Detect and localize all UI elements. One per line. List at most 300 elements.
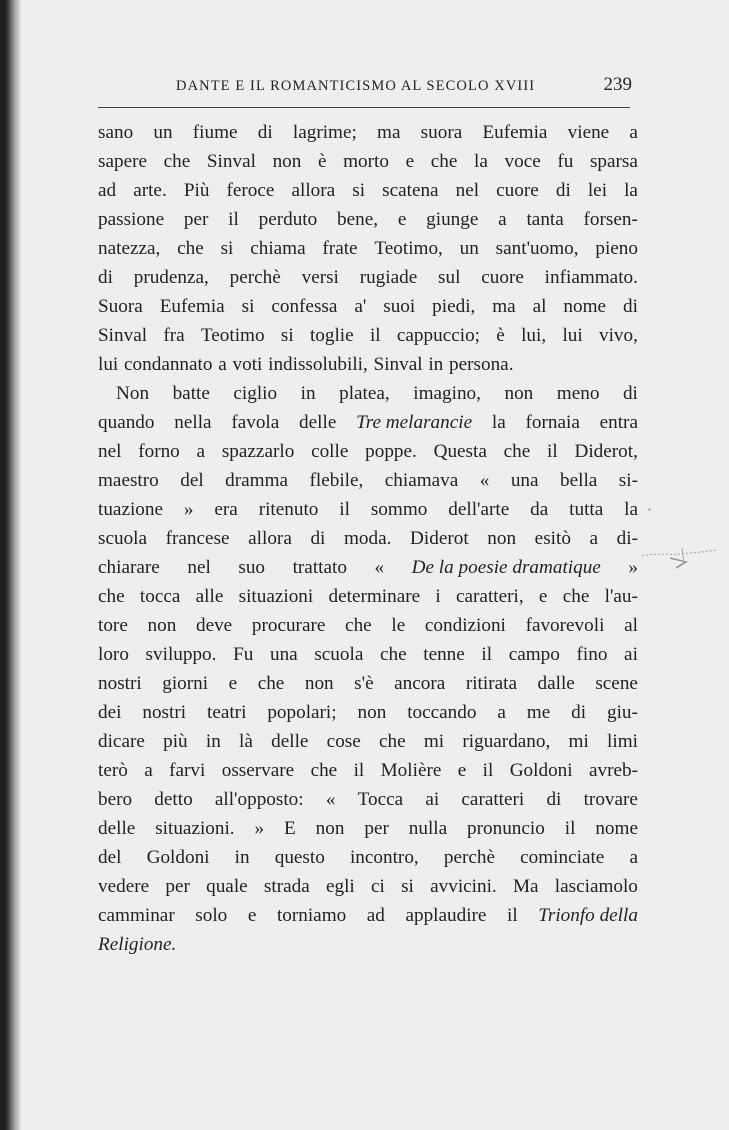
word: scuola xyxy=(98,528,148,549)
word: torniamo xyxy=(276,905,347,926)
word: Sinval xyxy=(206,151,256,172)
word: Fu xyxy=(233,644,254,665)
word: Goldoni xyxy=(509,760,573,781)
text-line xyxy=(98,176,638,205)
word: persona. xyxy=(449,354,514,375)
word: cominciate xyxy=(520,847,605,868)
word: era xyxy=(214,499,238,520)
word: ritirata xyxy=(465,673,517,694)
word: e xyxy=(538,586,548,607)
word: a xyxy=(144,760,153,781)
word: non xyxy=(504,383,534,404)
word: la xyxy=(624,499,638,520)
word: favorevoli xyxy=(525,615,605,636)
word: il xyxy=(353,760,365,781)
text-line xyxy=(98,611,638,640)
word: in xyxy=(300,383,316,404)
word: sviluppo. xyxy=(145,644,217,665)
text-line xyxy=(98,466,638,495)
word: a xyxy=(629,847,638,868)
text-line xyxy=(98,553,638,582)
word: che xyxy=(345,615,372,636)
word: osservare xyxy=(221,760,295,781)
text-line xyxy=(98,524,638,553)
text-line xyxy=(98,495,638,524)
paper-speck xyxy=(648,508,651,511)
word: non xyxy=(357,702,387,723)
word: nel xyxy=(98,441,122,462)
word: delle xyxy=(271,731,309,752)
word: che xyxy=(310,760,338,781)
word: versi xyxy=(301,267,339,288)
word: flebile, xyxy=(309,470,364,491)
word: imagino, xyxy=(413,383,481,404)
word: favola xyxy=(231,412,280,433)
word: spazzarlo xyxy=(221,441,295,462)
word: Sinval xyxy=(373,354,423,375)
text-line xyxy=(98,698,638,727)
word: di xyxy=(257,122,273,143)
word: si xyxy=(220,238,234,259)
word: allora xyxy=(248,528,292,549)
word: quando xyxy=(98,412,155,433)
book-spine-shadow xyxy=(0,0,22,1130)
word: ritenuto xyxy=(258,499,319,520)
word: si xyxy=(241,296,255,317)
word: di- xyxy=(616,528,638,549)
word: lui xyxy=(98,354,119,375)
word: ancora xyxy=(394,673,446,694)
word: tore xyxy=(98,615,128,636)
word: « xyxy=(479,470,490,491)
word: che xyxy=(562,586,590,607)
word: di xyxy=(555,180,571,201)
word: a xyxy=(498,209,507,230)
text-line xyxy=(98,321,638,350)
word: al xyxy=(532,296,547,317)
word: di xyxy=(622,383,638,404)
word: « xyxy=(325,789,336,810)
text-line xyxy=(98,727,638,756)
word: sul xyxy=(438,267,461,288)
text-line xyxy=(98,234,638,263)
word: frate xyxy=(322,238,358,259)
word: il xyxy=(507,905,518,926)
word: all'opposto: xyxy=(214,789,304,810)
word: che xyxy=(503,441,531,462)
word: chiarare xyxy=(98,557,160,578)
word: » xyxy=(183,499,194,520)
word: che xyxy=(430,151,458,172)
word: i xyxy=(435,586,441,607)
word: vivo, xyxy=(598,325,638,346)
word: sant'uomo, xyxy=(495,238,579,259)
word: batte xyxy=(172,383,210,404)
word: questo xyxy=(274,847,325,868)
word: Eufemia xyxy=(482,122,548,143)
word: lei xyxy=(587,180,608,201)
word: strada xyxy=(263,876,310,897)
word: caratteri, xyxy=(456,586,524,607)
word: Molière xyxy=(380,760,442,781)
word: ciglio xyxy=(233,383,278,404)
word: vedere xyxy=(98,876,150,897)
word: scene xyxy=(595,673,638,694)
word: trattato xyxy=(292,557,347,578)
word: giunge xyxy=(426,209,479,230)
text-line xyxy=(98,205,638,234)
word: incontro, xyxy=(349,847,419,868)
word: più xyxy=(163,731,188,752)
word: Suora xyxy=(98,296,143,317)
word: che xyxy=(177,238,204,259)
word: indissolubili, xyxy=(268,354,368,375)
word: loro xyxy=(98,644,129,665)
word: a' xyxy=(354,296,367,317)
word: ad xyxy=(366,905,385,926)
word: teatri xyxy=(206,702,247,723)
word: Tre melarancie xyxy=(356,412,473,433)
word: De la poesie dramatique xyxy=(411,557,601,578)
text-line xyxy=(98,118,638,147)
word: campo xyxy=(508,644,560,665)
text-line xyxy=(98,147,638,176)
word: egli xyxy=(325,876,355,897)
word: non xyxy=(272,151,302,172)
word: bene, xyxy=(337,209,379,230)
word: prudenza, xyxy=(133,267,209,288)
word: che xyxy=(163,151,191,172)
word: a xyxy=(629,122,638,143)
word: mi xyxy=(423,731,445,752)
word: sparsa xyxy=(589,151,638,172)
word: dalle xyxy=(537,673,575,694)
word: è xyxy=(317,151,327,172)
word: viene xyxy=(567,122,610,143)
word: Eufemia xyxy=(159,296,225,317)
header-rule xyxy=(98,107,630,108)
page-number: 239 xyxy=(603,74,632,95)
word: infiammato. xyxy=(544,267,638,288)
word: deve xyxy=(195,615,233,636)
word: limi xyxy=(607,731,638,752)
word: del xyxy=(180,470,204,491)
word: toglie xyxy=(309,325,354,346)
word: al xyxy=(624,615,638,636)
text-line xyxy=(98,408,638,437)
word: feroce xyxy=(226,180,275,201)
word: poppe. xyxy=(365,441,417,462)
text-line xyxy=(98,901,638,930)
word: non xyxy=(487,528,517,549)
word: nostri xyxy=(98,673,142,694)
word: pronuncio xyxy=(467,818,545,839)
word: nel xyxy=(187,557,211,578)
word: entra xyxy=(599,412,638,433)
word: forno xyxy=(138,441,180,462)
word: e xyxy=(228,673,238,694)
word: perchè xyxy=(229,267,281,288)
word: per xyxy=(183,209,209,230)
word: fornaia xyxy=(525,412,580,433)
word: rugiade xyxy=(359,267,418,288)
word: passione xyxy=(98,209,165,230)
word: suo xyxy=(238,557,266,578)
word: sano xyxy=(98,122,134,143)
word: cuore xyxy=(496,180,539,201)
text-line xyxy=(98,872,638,901)
word: il xyxy=(339,499,350,520)
word: nome xyxy=(595,818,638,839)
word: giu- xyxy=(607,702,638,723)
word: perduto xyxy=(258,209,318,230)
word: Teotimo, xyxy=(374,238,443,259)
word: giorni xyxy=(162,673,209,694)
word: per xyxy=(364,818,389,839)
text-line xyxy=(98,785,638,814)
word: bella xyxy=(560,470,598,491)
word: riguardano, xyxy=(462,731,551,752)
word: scuola xyxy=(314,644,364,665)
word: suora xyxy=(420,122,463,143)
word: nella xyxy=(174,412,212,433)
word: che xyxy=(257,673,285,694)
word: maestro xyxy=(98,470,159,491)
word: a xyxy=(218,354,227,375)
word: l'au- xyxy=(604,586,638,607)
word: toccando xyxy=(407,702,477,723)
word: tuazione xyxy=(98,499,163,520)
word: un xyxy=(459,238,479,259)
word: si xyxy=(352,180,366,201)
word: camminar xyxy=(98,905,175,926)
word: di xyxy=(546,789,562,810)
word: natezza, xyxy=(98,238,161,259)
word: e xyxy=(457,760,467,781)
word: sommo xyxy=(370,499,428,520)
word: bero xyxy=(98,789,133,810)
word: morto xyxy=(343,151,389,172)
text-line xyxy=(98,930,638,959)
text-line xyxy=(98,640,638,669)
word: dramma xyxy=(225,470,289,491)
word: moda. xyxy=(344,528,392,549)
word: a xyxy=(196,441,206,462)
word: il xyxy=(482,760,494,781)
word: tutta xyxy=(569,499,604,520)
word: » xyxy=(628,557,638,578)
word: che xyxy=(379,731,406,752)
word: il xyxy=(481,644,493,665)
word: ad xyxy=(98,180,117,201)
word: detto xyxy=(154,789,193,810)
word: popolari; xyxy=(267,702,337,723)
word: tocca xyxy=(139,586,181,607)
word: caratteri xyxy=(461,789,525,810)
word: di xyxy=(98,267,113,288)
word: s'è xyxy=(354,673,374,694)
word: il xyxy=(547,441,558,462)
word: si xyxy=(280,325,294,346)
word: confessa xyxy=(271,296,338,317)
word: quale xyxy=(206,876,248,897)
word: nel xyxy=(455,180,480,201)
word: per xyxy=(165,876,190,897)
word: e xyxy=(397,209,407,230)
word: lagrime; xyxy=(292,122,357,143)
word: Questa xyxy=(433,441,487,462)
word: alle xyxy=(195,586,224,607)
word: Diderot, xyxy=(574,441,638,462)
text-line xyxy=(98,669,638,698)
word: cappuccio; xyxy=(396,325,480,346)
word: tanta xyxy=(526,209,564,230)
word: a xyxy=(589,528,599,549)
word: nostri xyxy=(142,702,187,723)
word: che xyxy=(98,586,125,607)
word: Più xyxy=(183,180,210,201)
text-line xyxy=(98,350,638,379)
word: suoi xyxy=(383,296,416,317)
word: il xyxy=(369,325,381,346)
word: le xyxy=(391,615,406,636)
word: chiamava xyxy=(384,470,459,491)
word: si- xyxy=(618,470,638,491)
word: lasciamolo xyxy=(554,876,638,897)
word: allora xyxy=(291,180,336,201)
word: » xyxy=(254,818,265,839)
text-line xyxy=(98,582,638,611)
word: avreb- xyxy=(588,760,638,781)
word: meno xyxy=(556,383,600,404)
word: francese xyxy=(165,528,230,549)
word: di xyxy=(571,702,587,723)
word: cose xyxy=(326,731,361,752)
word: nulla xyxy=(408,818,448,839)
word: delle xyxy=(299,412,337,433)
margin-pencil-mark xyxy=(640,544,718,574)
word: situazioni xyxy=(238,586,314,607)
word: platea, xyxy=(339,383,390,404)
page-header xyxy=(98,76,638,102)
word: esitò xyxy=(534,528,571,549)
word: E xyxy=(284,818,296,839)
word: si xyxy=(401,876,414,897)
word: in xyxy=(428,354,444,375)
word: la xyxy=(624,180,638,201)
word: dell'arte xyxy=(448,499,510,520)
word: trovare xyxy=(583,789,638,810)
word: delle xyxy=(98,818,136,839)
word: non xyxy=(147,615,177,636)
word: fra xyxy=(163,325,185,346)
text-line xyxy=(98,437,638,466)
word: che xyxy=(379,644,407,665)
word: cuore xyxy=(481,267,524,288)
word: Teotimo xyxy=(200,325,265,346)
word: dei xyxy=(98,702,122,723)
word: piedi, xyxy=(432,296,476,317)
word: colle xyxy=(311,441,349,462)
word: Sinval xyxy=(98,325,148,346)
word: è xyxy=(496,325,505,346)
word: perchè xyxy=(443,847,495,868)
word: e xyxy=(405,151,415,172)
word: la xyxy=(474,151,488,172)
word: nome xyxy=(563,296,607,317)
word: Ma xyxy=(512,876,539,897)
word: e xyxy=(247,905,257,926)
word: ma xyxy=(377,122,401,143)
word: « xyxy=(374,557,385,578)
word: da xyxy=(530,499,549,520)
text-line xyxy=(98,814,638,843)
word: Non xyxy=(116,383,150,404)
word: Tocca xyxy=(357,789,404,810)
word: fu xyxy=(557,151,574,172)
word: applaudire xyxy=(405,905,487,926)
word: Trionfo della xyxy=(538,905,638,926)
word: di xyxy=(622,296,638,317)
word: una xyxy=(510,470,539,491)
word: terò xyxy=(98,760,128,781)
word: voce xyxy=(504,151,541,172)
word: lui, xyxy=(521,325,547,346)
word: il xyxy=(564,818,576,839)
word: solo xyxy=(195,905,228,926)
word: forsen- xyxy=(583,209,638,230)
text-line xyxy=(98,379,638,408)
word: scatena xyxy=(382,180,439,201)
word: Diderot xyxy=(410,528,469,549)
word: dicare xyxy=(98,731,145,752)
word: Religione. xyxy=(98,934,177,955)
word: determinare xyxy=(328,586,421,607)
running-title: DANTE E IL ROMANTICISMO AL SECOLO XVIII xyxy=(176,78,536,94)
word: fiume xyxy=(192,122,238,143)
word: in xyxy=(234,847,250,868)
word: là xyxy=(239,731,253,752)
word: non xyxy=(304,673,334,694)
word: situazioni. xyxy=(155,818,235,839)
text-line xyxy=(98,292,638,321)
word: la xyxy=(491,412,506,433)
word: Goldoni xyxy=(146,847,210,868)
word: tenne xyxy=(423,644,465,665)
word: farvi xyxy=(169,760,206,781)
word: sapere xyxy=(98,151,147,172)
word: pieno xyxy=(595,238,638,259)
word: voti xyxy=(232,354,263,375)
body-text xyxy=(98,118,638,959)
word: non xyxy=(315,818,345,839)
word: del xyxy=(98,847,122,868)
word: lui xyxy=(562,325,583,346)
word: ma xyxy=(492,296,516,317)
word: di xyxy=(310,528,326,549)
word: un xyxy=(153,122,173,143)
word: avvicini. xyxy=(430,876,497,897)
text-line xyxy=(98,263,638,292)
text-line xyxy=(98,756,638,785)
text-line xyxy=(98,843,638,872)
word: il xyxy=(228,209,239,230)
word: ci xyxy=(370,876,385,897)
word: ai xyxy=(425,789,440,810)
word: condannato xyxy=(124,354,213,375)
word: condizioni xyxy=(424,615,506,636)
word: mi xyxy=(568,731,589,752)
